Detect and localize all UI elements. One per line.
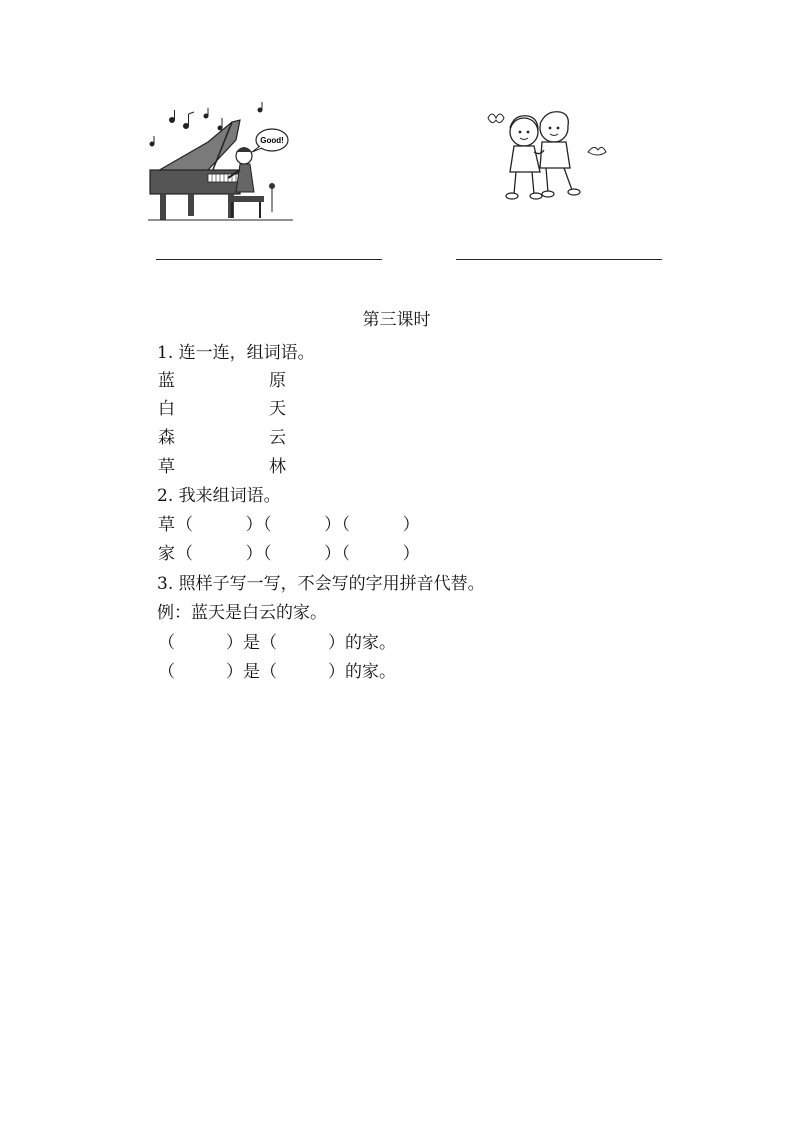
q3-fill-sentence[interactable]: （ ）是（ ）的家。: [158, 633, 396, 653]
q1-left-word[interactable]: 森: [158, 428, 175, 448]
q1-left-word[interactable]: 蓝: [158, 371, 175, 391]
q1-left-word[interactable]: 白: [158, 399, 175, 419]
piano-illustration: [148, 100, 293, 230]
answer-line-left[interactable]: [156, 259, 382, 260]
music-notes-icon: [150, 102, 262, 146]
q3-fill-sentence[interactable]: （ ）是（ ）的家。: [158, 662, 396, 682]
bird-icon: [588, 147, 606, 155]
q3-example: 例：蓝天是白云的家。: [157, 603, 327, 623]
q1-prompt: 1. 连一连，组词语。: [157, 343, 315, 363]
q2-row-blanks[interactable]: （ ）（ ）（ ）: [176, 515, 420, 535]
q2-row-char: 草: [158, 515, 175, 535]
answer-line-right[interactable]: [456, 259, 662, 260]
q1-right-word[interactable]: 天: [269, 399, 286, 419]
q2-row-blanks[interactable]: （ ）（ ）（ ）: [176, 544, 420, 564]
q2-row-char: 家: [158, 544, 175, 564]
butterfly-icon: [488, 114, 504, 123]
q1-right-word[interactable]: 云: [269, 428, 286, 448]
lesson-title: 第三课时: [362, 310, 431, 330]
q1-right-word[interactable]: 原: [269, 371, 286, 391]
q1-left-word[interactable]: 草: [158, 457, 175, 477]
q2-prompt: 2. 我来组词语。: [157, 486, 281, 506]
q1-right-word[interactable]: 林: [269, 457, 286, 477]
children-illustration: [484, 106, 609, 206]
q3-prompt: 3. 照样子写一写，不会写的字用拼音代替。: [157, 574, 485, 594]
speech-bubble-text: Good!: [260, 136, 284, 145]
